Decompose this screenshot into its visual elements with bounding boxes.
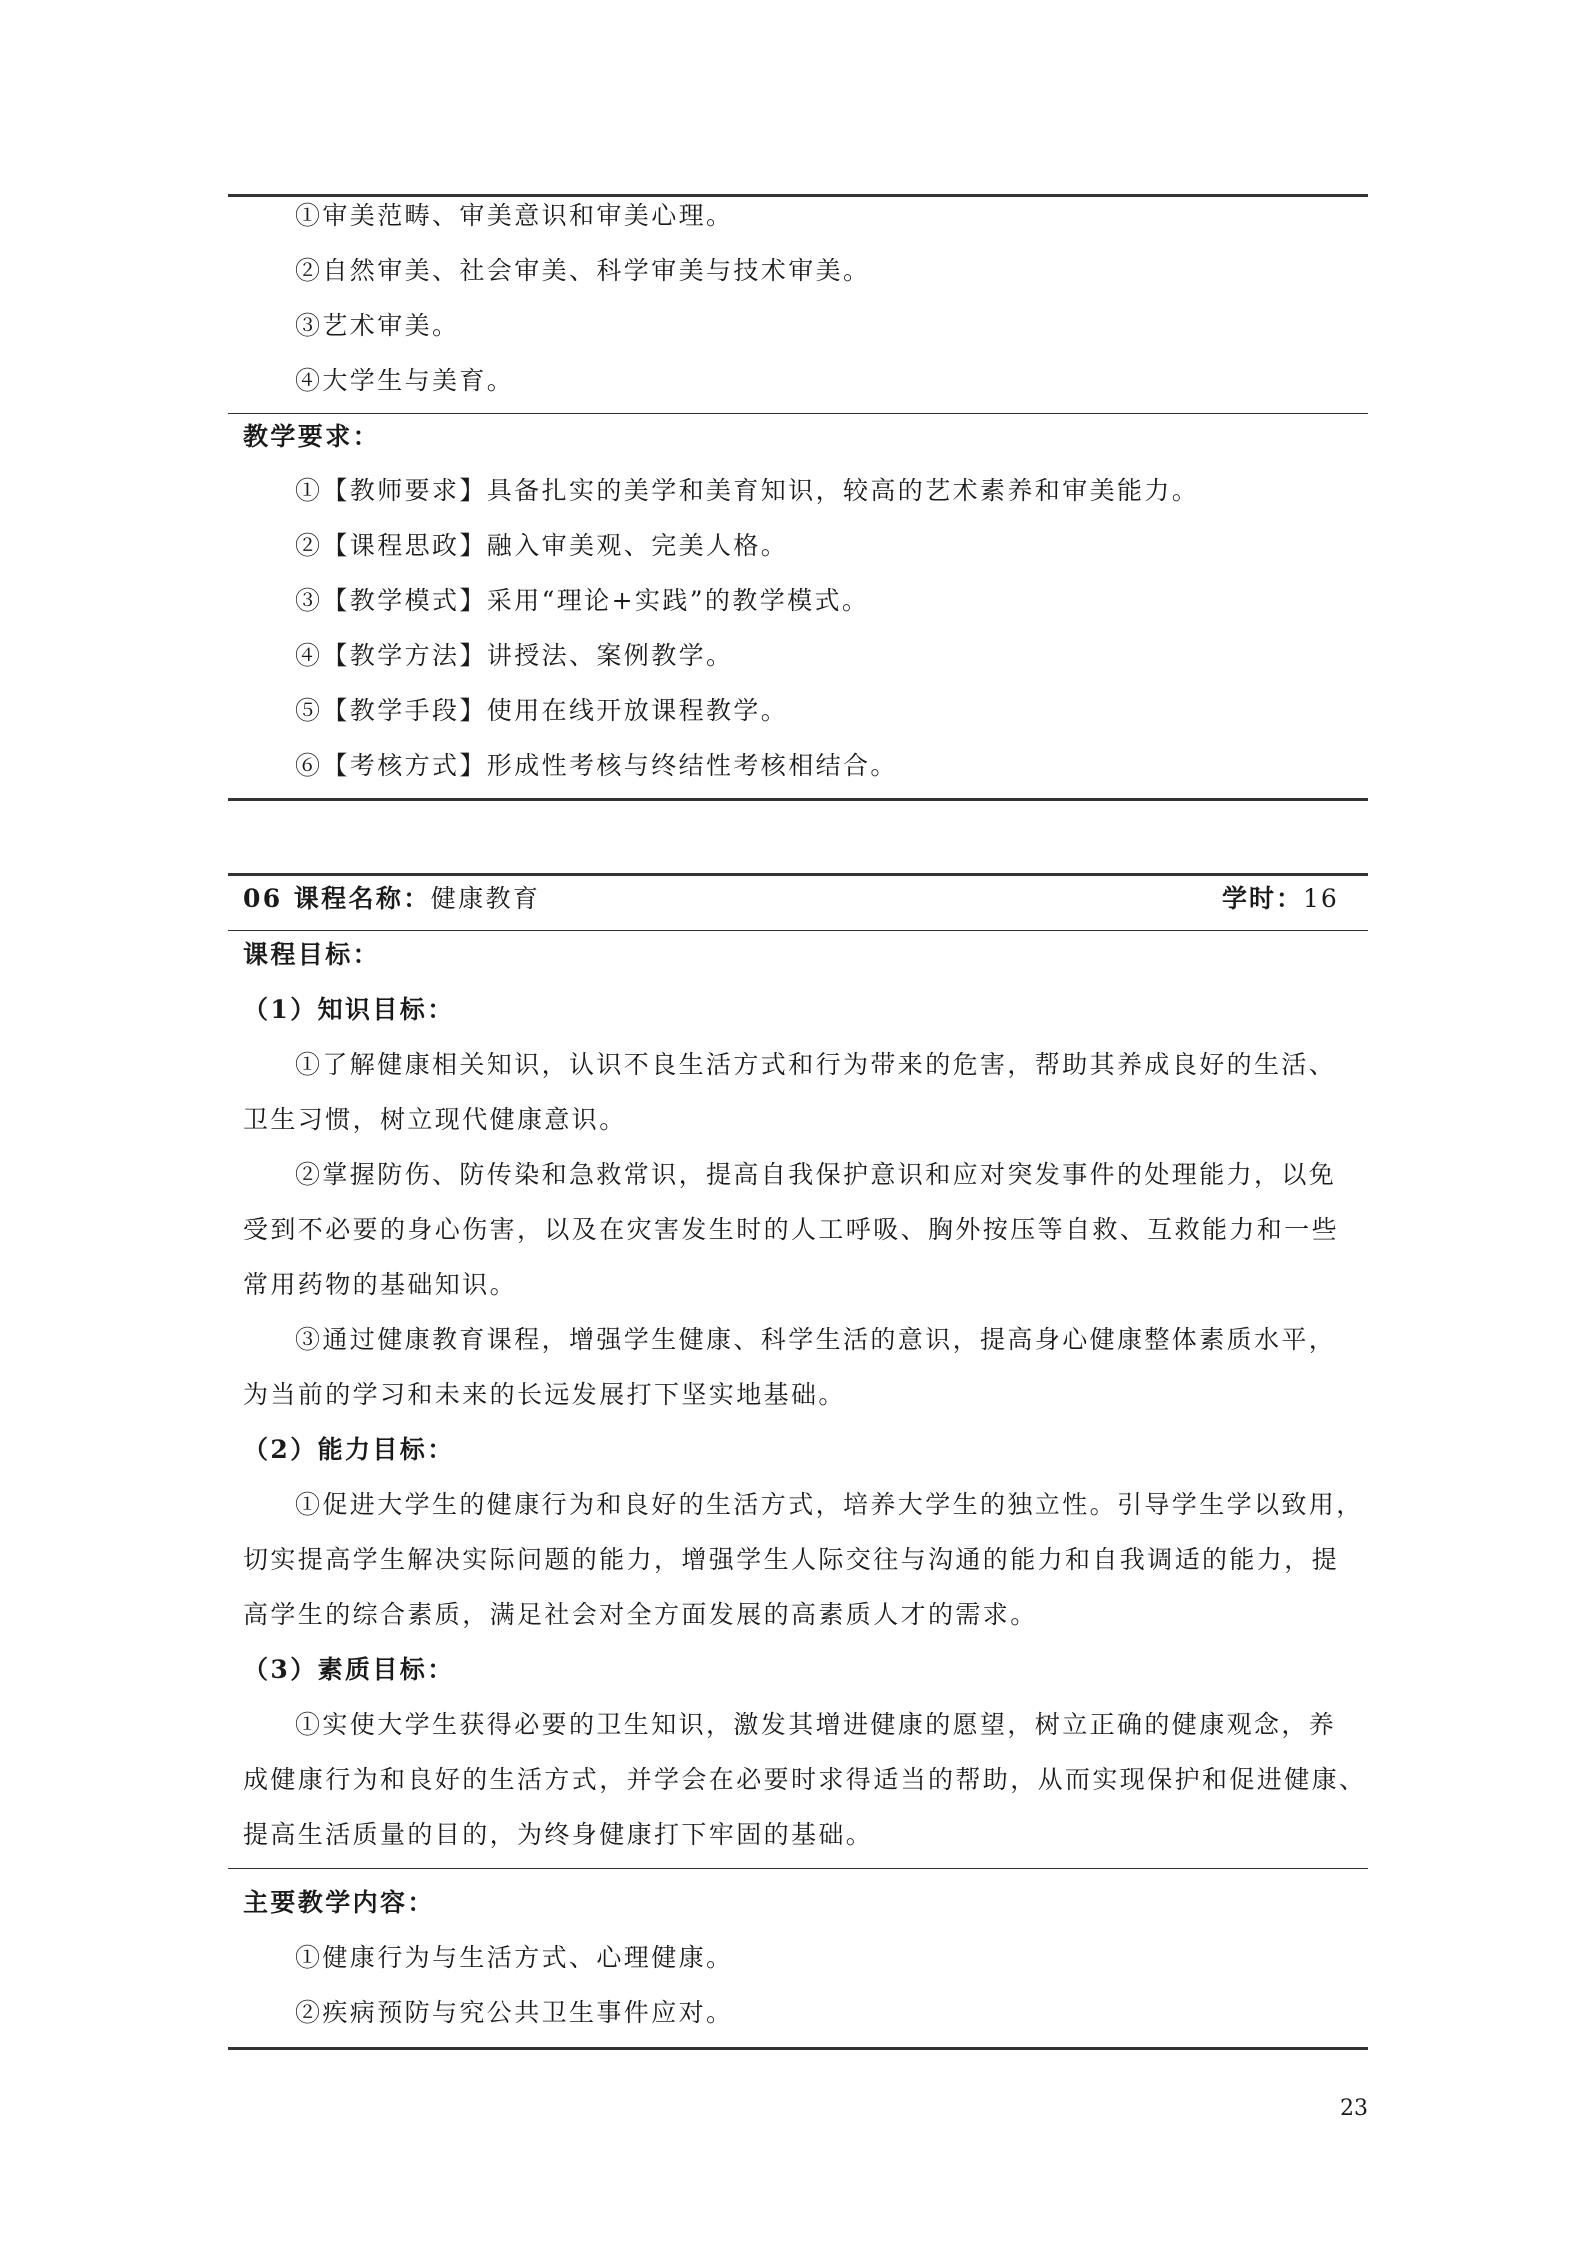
content-item: ①健康行为与生活方式、心理健康。 <box>295 1943 734 1972</box>
knowledge-heading: （1）知识目标： <box>243 995 455 1024</box>
knowledge-line: 常用药物的基础知识。 <box>243 1270 518 1299</box>
content-heading: 主要教学内容： <box>243 1888 435 1917</box>
hours-label: 学时： <box>1222 884 1304 913</box>
table-top-rule <box>228 873 1368 876</box>
requirement-item: ②【课程思政】融入审美观、完美人格。 <box>295 531 789 560</box>
content-item: ①审美范畴、审美意识和审美心理。 <box>295 201 734 230</box>
knowledge-line: 为当前的学习和未来的长远发展打下坚实地基础。 <box>243 1380 846 1409</box>
content-item: ③艺术审美。 <box>295 311 460 340</box>
ability-line: ①促进大学生的健康行为和良好的生活方式，培养大学生的独立性。引导学生学以致用， <box>295 1490 1364 1519</box>
quality-line: 成健康行为和良好的生活方式，并学会在必要时求得适当的帮助，从而实现保护和促进健康、 <box>243 1765 1367 1794</box>
table-bottom-rule <box>228 798 1368 801</box>
requirements-heading: 教学要求： <box>243 422 381 451</box>
row-divider <box>228 930 1368 931</box>
course-label: 06 课程名称： <box>243 884 431 913</box>
goals-heading: 课程目标： <box>243 940 381 969</box>
ability-line: 切实提高学生解决实际问题的能力，增强学生人际交往与沟通的能力和自我调适的能力，提 <box>243 1545 1340 1574</box>
content-item: ④大学生与美育。 <box>295 366 515 395</box>
content-item: ②疾病预防与究公共卫生事件应对。 <box>295 1998 734 2027</box>
knowledge-line: ③通过健康教育课程，增强学生健康、科学生活的意识，提高身心健康整体素质水平， <box>295 1325 1337 1354</box>
course-hours <box>1222 879 1339 915</box>
table-bottom-rule <box>228 2047 1368 2050</box>
quality-line: ①实使大学生获得必要的卫生知识，激发其增进健康的愿望，树立正确的健康观念，养 <box>295 1710 1337 1739</box>
ability-line: 高学生的综合素质，满足社会对全方面发展的高素质人才的需求。 <box>243 1600 1038 1629</box>
knowledge-line: 卫生习惯，树立现代健康意识。 <box>243 1105 627 1134</box>
requirement-item: ⑤【教学手段】使用在线开放课程教学。 <box>295 696 789 725</box>
row-divider <box>228 413 1368 414</box>
course-title-row <box>243 879 540 915</box>
knowledge-line: ①了解健康相关知识，认识不良生活方式和行为带来的危害，帮助其养成良好的生活、 <box>295 1050 1337 1079</box>
content-item: ②自然审美、社会审美、科学审美与技术审美。 <box>295 256 871 285</box>
row-divider <box>228 1868 1368 1869</box>
hours-value: 16 <box>1303 884 1339 913</box>
requirement-item: ③【教学模式】采用“理论+实践”的教学模式。 <box>295 586 870 615</box>
ability-heading: （2）能力目标： <box>243 1435 455 1464</box>
requirement-item: ⑥【考核方式】形成性考核与终结性考核相结合。 <box>295 751 898 780</box>
knowledge-line: ②掌握防伤、防传染和急救常识，提高自我保护意识和应对突发事件的处理能力，以免 <box>295 1160 1337 1189</box>
quality-heading: （3）素质目标： <box>243 1655 455 1684</box>
requirement-item: ④【教学方法】讲授法、案例教学。 <box>295 641 734 670</box>
quality-line: 提高生活质量的目的，为终身健康打下牢固的基础。 <box>243 1820 874 1849</box>
knowledge-line: 受到不必要的身心伤害，以及在灾害发生时的人工呼吸、胸外按压等自救、互救能力和一些 <box>243 1215 1340 1244</box>
requirement-item: ①【教师要求】具备扎实的美学和美育知识，较高的艺术素养和审美能力。 <box>295 476 1200 505</box>
course-name: 健康教育 <box>430 884 541 913</box>
page-number: 23 <box>1340 2096 1368 2121</box>
